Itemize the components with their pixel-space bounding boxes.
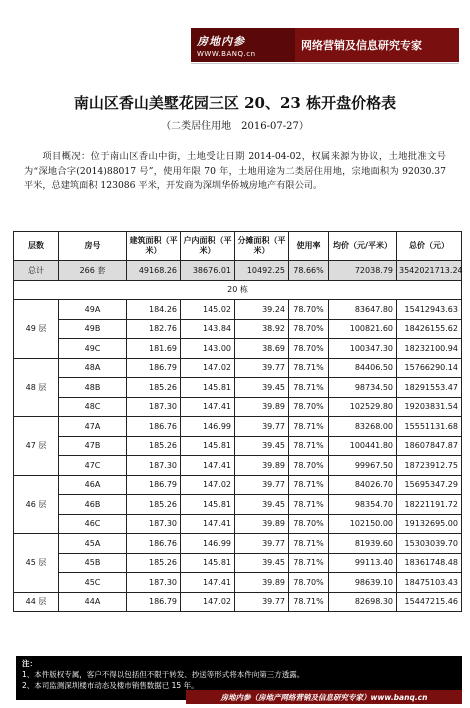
table-cell: 146.99	[181, 534, 235, 554]
table-cell: 78.71%	[289, 553, 329, 573]
table-row	[14, 358, 462, 378]
page-title: 南山区香山美墅花园三区 20、23 栋开盘价格表	[73, 94, 397, 112]
table-cell: 147.41	[181, 456, 235, 476]
table-cell: 39.45	[235, 495, 289, 515]
table-cell: 78.70%	[289, 397, 329, 417]
column-header: 建筑面积（平米）	[127, 232, 181, 261]
table-cell: 19132695.00	[397, 514, 462, 534]
table-cell: 145.81	[181, 495, 235, 515]
table-cell: 39.45	[235, 436, 289, 456]
project-overview: 项目概况：位于南山区香山中街，土地受让日期 2014-04-02，权属来源为协议，土地批准文号为“深地合字(2014)88017 号”，使用年限 70 年，土地用途为二类居住用地，宗地面积为 92030.37 平米，总建筑面积 123086 平米，开发商为深圳华侨城房地产有限公司。	[24, 151, 446, 191]
total-cell: 10492.25	[235, 261, 289, 281]
table-cell: 98734.50	[329, 378, 397, 398]
note-item-1: 1、本件版权专属，客户不得以包括但不限于转发、抄送等形式将本件向第三方透露。	[22, 670, 305, 679]
table-cell: 181.69	[127, 339, 181, 359]
table-cell: 185.26	[127, 378, 181, 398]
table-cell: 81939.60	[329, 534, 397, 554]
table-cell: 39.89	[235, 514, 289, 534]
building-label: 20 栋	[14, 280, 462, 300]
table-cell: 39.45	[235, 378, 289, 398]
table-cell: 84406.50	[329, 358, 397, 378]
table-row	[14, 397, 462, 417]
table-cell: 48B	[59, 378, 127, 398]
table-cell: 39.77	[235, 358, 289, 378]
total-cell: 78.66%	[289, 261, 329, 281]
table-cell: 78.70%	[289, 514, 329, 534]
table-cell: 18361748.48	[397, 553, 462, 573]
table-cell: 39.77	[235, 592, 289, 612]
table-cell: 145.02	[181, 300, 235, 320]
table-cell: 18221191.72	[397, 495, 462, 515]
table-cell: 45C	[59, 573, 127, 593]
table-cell: 39.77	[235, 475, 289, 495]
table-cell: 78.70%	[289, 573, 329, 593]
table-cell: 186.79	[127, 358, 181, 378]
floor-label: 44 层	[14, 592, 59, 612]
table-cell: 187.30	[127, 514, 181, 534]
table-cell: 147.02	[181, 358, 235, 378]
table-cell: 46A	[59, 475, 127, 495]
table-cell: 18607847.87	[397, 436, 462, 456]
table-cell: 143.84	[181, 319, 235, 339]
floor-label: 45 层	[14, 534, 59, 593]
table-cell: 146.99	[181, 417, 235, 437]
table-cell: 187.30	[127, 573, 181, 593]
table-row	[14, 534, 462, 554]
table-cell: 39.89	[235, 573, 289, 593]
total-cell: 49168.26	[127, 261, 181, 281]
table-cell: 39.45	[235, 553, 289, 573]
table-row	[14, 514, 462, 534]
column-header: 使用率	[289, 232, 329, 261]
table-cell: 44A	[59, 592, 127, 612]
table-cell: 49C	[59, 339, 127, 359]
table-cell: 47C	[59, 456, 127, 476]
table-cell: 82698.30	[329, 592, 397, 612]
table-cell: 187.30	[127, 397, 181, 417]
table-cell: 18232100.94	[397, 339, 462, 359]
table-cell: 15412943.63	[397, 300, 462, 320]
table-cell: 185.26	[127, 495, 181, 515]
table-cell: 147.41	[181, 573, 235, 593]
column-header: 层数	[14, 232, 59, 261]
header-divider	[191, 63, 459, 64]
table-cell: 49B	[59, 319, 127, 339]
table-header-row	[14, 232, 462, 261]
table-cell: 100441.80	[329, 436, 397, 456]
column-header: 房号	[59, 232, 127, 261]
brand-logo	[191, 28, 295, 62]
table-cell: 38.92	[235, 319, 289, 339]
table-cell: 147.02	[181, 592, 235, 612]
table-cell: 78.71%	[289, 495, 329, 515]
table-cell: 102529.80	[329, 397, 397, 417]
table-cell: 186.79	[127, 592, 181, 612]
table-cell: 18291553.47	[397, 378, 462, 398]
table-row	[14, 475, 462, 495]
price-table	[13, 231, 462, 612]
table-cell: 145.81	[181, 436, 235, 456]
table-cell: 186.76	[127, 417, 181, 437]
brand-tagline: 网络营销及信息研究专家	[301, 39, 422, 52]
table-cell: 15551131.68	[397, 417, 462, 437]
table-cell: 147.41	[181, 514, 235, 534]
table-cell: 78.71%	[289, 378, 329, 398]
table-cell: 185.26	[127, 436, 181, 456]
brand-logo-url: WWW.BANQ.cn	[197, 49, 256, 58]
table-row	[14, 319, 462, 339]
table-cell: 100347.30	[329, 339, 397, 359]
table-cell: 78.71%	[289, 417, 329, 437]
floor-label: 47 层	[14, 417, 59, 476]
table-cell: 15766290.14	[397, 358, 462, 378]
table-cell: 45A	[59, 534, 127, 554]
floor-label: 46 层	[14, 475, 59, 534]
table-cell: 39.89	[235, 456, 289, 476]
table-cell: 147.41	[181, 397, 235, 417]
table-cell: 38.69	[235, 339, 289, 359]
note-item-2: 2、本司监测深圳楼市动态及楼市销售数据已 15 年。	[22, 681, 199, 690]
table-cell: 39.77	[235, 534, 289, 554]
table-row	[14, 378, 462, 398]
table-cell: 78.70%	[289, 319, 329, 339]
table-cell: 46C	[59, 514, 127, 534]
table-cell: 84026.70	[329, 475, 397, 495]
table-cell: 78.71%	[289, 475, 329, 495]
table-cell: 78.70%	[289, 339, 329, 359]
table-cell: 99113.40	[329, 553, 397, 573]
table-row	[14, 456, 462, 476]
table-cell: 78.71%	[289, 358, 329, 378]
table-cell: 19203831.54	[397, 397, 462, 417]
brand-logo-name: 房地内参	[197, 34, 245, 48]
table-cell: 186.79	[127, 475, 181, 495]
table-cell: 83647.80	[329, 300, 397, 320]
table-cell: 39.89	[235, 397, 289, 417]
table-cell: 15447215.46	[397, 592, 462, 612]
table-cell: 98354.70	[329, 495, 397, 515]
table-cell: 78.70%	[289, 300, 329, 320]
table-cell: 39.24	[235, 300, 289, 320]
table-cell: 18475103.43	[397, 573, 462, 593]
table-cell: 147.02	[181, 475, 235, 495]
table-cell: 143.00	[181, 339, 235, 359]
page-subtitle: （二类居住用地 2016-07-27）	[161, 121, 309, 132]
column-header: 户内面积（平米）	[181, 232, 235, 261]
table-cell: 46B	[59, 495, 127, 515]
table-cell: 100821.60	[329, 319, 397, 339]
table-cell: 18426155.62	[397, 319, 462, 339]
table-row	[14, 592, 462, 612]
table-cell: 99967.50	[329, 456, 397, 476]
footer-banner: 房地内参（房地产网络营销及信息研究专家）www.banq.cn	[186, 690, 462, 704]
notes-label: 注：	[22, 659, 37, 668]
brand-banner	[191, 28, 459, 62]
table-cell: 83268.00	[329, 417, 397, 437]
table-cell: 47A	[59, 417, 127, 437]
total-cell: 3542021713.24	[397, 261, 462, 281]
total-row	[14, 261, 462, 281]
table-cell: 182.76	[127, 319, 181, 339]
table-cell: 47B	[59, 436, 127, 456]
table-cell: 78.71%	[289, 436, 329, 456]
table-cell: 78.71%	[289, 534, 329, 554]
table-cell: 145.81	[181, 378, 235, 398]
table-cell: 39.77	[235, 417, 289, 437]
floor-label: 49 层	[14, 300, 59, 359]
total-cell: 266 套	[59, 261, 127, 281]
table-cell: 98639.10	[329, 573, 397, 593]
table-row	[14, 339, 462, 359]
total-cell: 38676.01	[181, 261, 235, 281]
table-cell: 145.81	[181, 553, 235, 573]
table-body	[14, 261, 462, 612]
table-row	[14, 300, 462, 320]
table-cell: 45B	[59, 553, 127, 573]
table-cell: 102150.00	[329, 514, 397, 534]
table-cell: 49A	[59, 300, 127, 320]
column-header: 均价（元/平米）	[329, 232, 397, 261]
table-row	[14, 495, 462, 515]
table-cell: 48A	[59, 358, 127, 378]
table-cell: 15303039.70	[397, 534, 462, 554]
table-cell: 184.26	[127, 300, 181, 320]
column-header: 总价（元）	[397, 232, 462, 261]
building-row	[14, 280, 462, 300]
table-cell: 15695347.29	[397, 475, 462, 495]
total-cell: 总计	[14, 261, 59, 281]
table-row	[14, 553, 462, 573]
total-cell: 72038.79	[329, 261, 397, 281]
table-cell: 18723912.75	[397, 456, 462, 476]
table-row	[14, 417, 462, 437]
table-cell: 187.30	[127, 456, 181, 476]
column-header: 分摊面积（平米）	[235, 232, 289, 261]
table-cell: 78.70%	[289, 456, 329, 476]
floor-label: 48 层	[14, 358, 59, 417]
table-row	[14, 436, 462, 456]
table-row	[14, 573, 462, 593]
table-cell: 186.76	[127, 534, 181, 554]
table-cell: 78.71%	[289, 592, 329, 612]
table-cell: 48C	[59, 397, 127, 417]
table-cell: 185.26	[127, 553, 181, 573]
